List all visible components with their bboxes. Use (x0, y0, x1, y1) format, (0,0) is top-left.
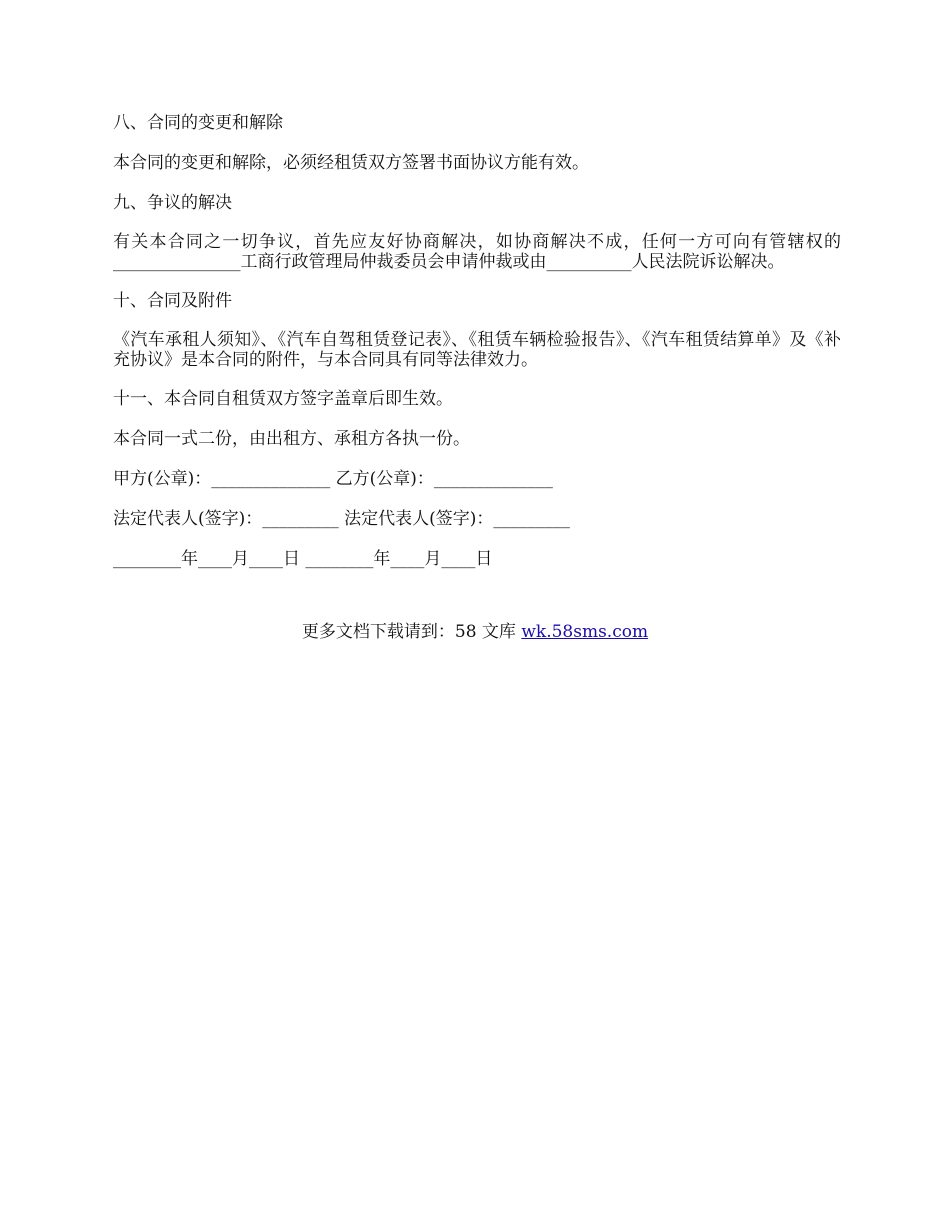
party-seal-line: 甲方(公章)：______________ 乙方(公章)：______________ (113, 469, 553, 489)
footer-text: 更多文档下载请到：58 文库 (301, 622, 522, 642)
section-9-heading: 九、争议的解决 (113, 193, 232, 213)
date-line: ________年____月____日 ________年____月____日 (113, 549, 493, 569)
section-11-heading: 十一、本合同自租赁双方签字盖章后即生效。 (113, 389, 453, 409)
document-page (113, 112, 841, 570)
section-10-body: 《汽车承租人须知》、《汽车自驾租赁登记表》、《租赁车辆检验报告》、《汽车租赁结算单》及《补充协议》是本合同的附件，与本合同具有同等法律效力。 (113, 330, 841, 370)
copies-clause: 本合同一式二份，由出租方、承租方各执一份。 (113, 429, 470, 449)
footer-link[interactable]: wk.58sms.com (521, 622, 649, 642)
section-10-heading: 十、合同及附件 (113, 291, 232, 311)
download-footer (0, 621, 950, 643)
section-8-body: 本合同的变更和解除，必须经租赁双方签署书面协议方能有效。 (113, 153, 589, 173)
representative-signature-line: 法定代表人(签字)：_________ 法定代表人(签字)：_________ (113, 509, 570, 529)
section-9-body: 有关本合同之一切争议，首先应友好协商解决，如协商解决不成，任何一方可向有管辖权的_______________工商行政管理局仲裁委员会申请仲裁或由__________人民法院诉讼解决。 (113, 232, 841, 272)
section-8-heading: 八、合同的变更和解除 (113, 113, 283, 133)
